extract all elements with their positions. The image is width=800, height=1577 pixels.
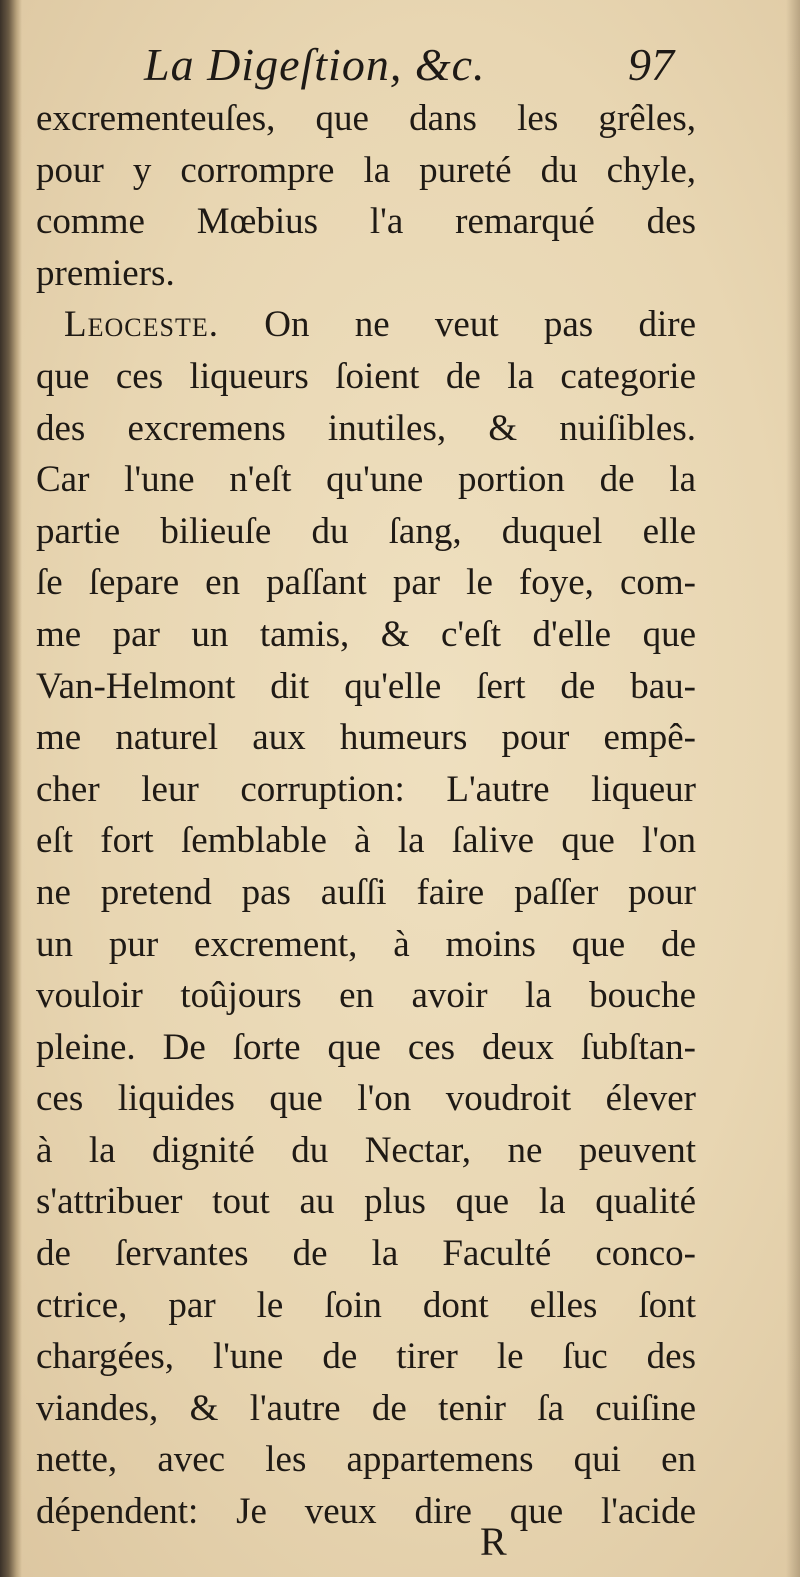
text-line: comme Mœbius l'a remarqué des — [36, 201, 696, 243]
text-line: à la dignité du Nectar, ne peuvent — [36, 1129, 696, 1171]
text-line: chargées, l'une de tirer le ſuc des — [36, 1336, 696, 1378]
text-line: vouloir toûjours en avoir la bouche — [36, 975, 696, 1017]
page-number: 97 — [628, 39, 674, 90]
text-line: dépendent: Je veux dire que l'acide — [36, 1491, 696, 1533]
speaker-line — [36, 299, 696, 351]
binding-gutter — [0, 0, 22, 1577]
text-line: ſe ſepare en paſſant par le foye, com- — [36, 562, 696, 604]
page-edge-shadow — [786, 0, 800, 1577]
text-line: ctrice, par le ſoin dont elles ſont — [36, 1284, 696, 1326]
text-line: des excremens inutiles, & nuiſibles. — [36, 407, 696, 449]
text-line: cher leur corruption: L'autre liqueur — [36, 768, 696, 810]
text-line: me naturel aux humeurs pour empê- — [36, 717, 696, 759]
body-text — [36, 93, 696, 1538]
text-line: premiers. — [36, 252, 175, 294]
text-line: ces liquides que l'on voudroit élever — [36, 1078, 696, 1120]
text-line: pour y corrompre la pureté du chyle, — [36, 149, 696, 191]
text-line: partie bilieuſe du ſang, duquel elle — [36, 510, 696, 552]
text-line: me par un tamis, & c'eſt d'elle que — [36, 613, 696, 655]
text-line: ne pretend pas auſſi faire paſſer pour — [36, 871, 696, 913]
text-line: de ſervantes de la Faculté conco- — [36, 1233, 696, 1275]
text-line: Car l'une n'eſt qu'une portion de la — [36, 459, 696, 501]
speaker-name: Leoceste. — [64, 304, 219, 346]
text-line: excrementeuſes, que dans les grêles, — [36, 98, 696, 139]
text-line: eſt fort ſemblable à la ſalive que l'on — [36, 820, 696, 862]
text-line: que ces liqueurs ſoient de la categorie — [36, 355, 696, 397]
page-header — [40, 30, 700, 102]
speaker-line-text: On ne veut pas dire — [218, 304, 696, 346]
text-line: nette, avec les appartemens qui en — [36, 1439, 696, 1481]
text-line: viandes, & l'autre de tenir ſa cuiſine — [36, 1387, 696, 1429]
text-line: pleine. De ſorte que ces deux ſubſtan- — [36, 1026, 696, 1068]
text-line: Van-Helmont dit qu'elle ſert de bau- — [36, 665, 696, 707]
catchword: R — [480, 1519, 507, 1564]
text-line: s'attribuer tout au plus que la qualité — [36, 1181, 696, 1223]
running-title: La Digeſtion, &c. — [144, 39, 486, 90]
text-line: un pur excrement, à moins que de — [36, 923, 696, 965]
